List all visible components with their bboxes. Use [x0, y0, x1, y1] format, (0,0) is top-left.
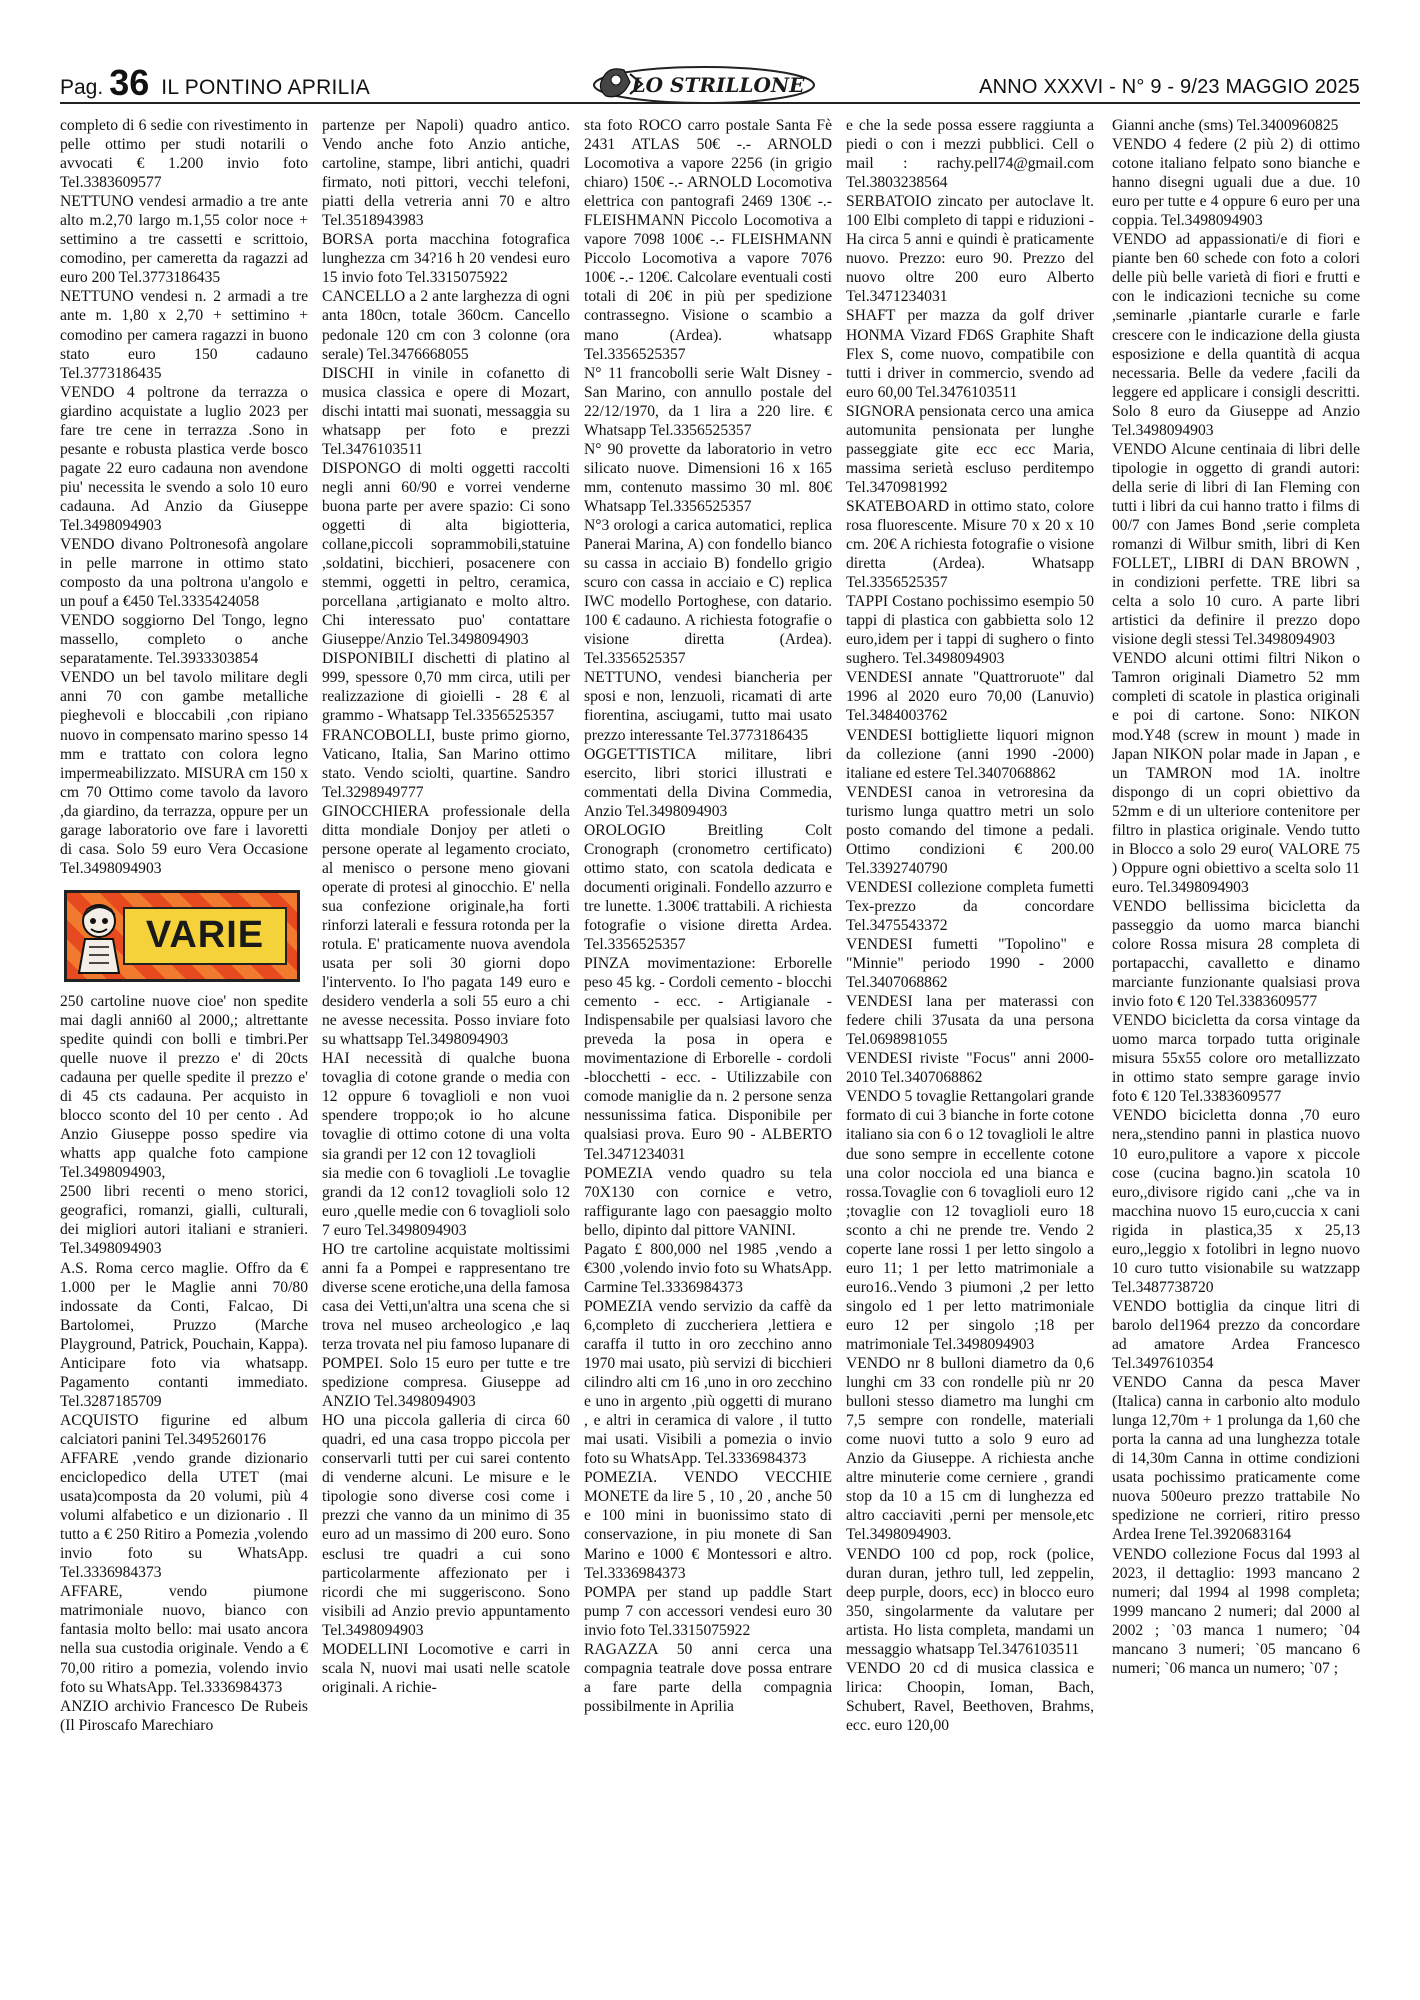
- column-2: [322, 116, 570, 1986]
- classified-ad: N° 11 francobolli serie Walt Disney - San Marino, con annullo postale del 22/12/1970, da 1 lira a 220 lire. € Whatsapp Tel.3356525357: [584, 364, 832, 439]
- page-label: Pag.: [60, 76, 104, 99]
- classified-ad: Gianni anche (sms) Tel.3400960825: [1112, 117, 1339, 134]
- classified-ad: VENDO Alcune centinaia di libri delle tipologie in oggetto di grandi autori: della serie di libri di Ian Fleming con tutti i libri da cui hanno tratto i films di 00/7 con James Bond ,serie completa romanzi di Wilbur smith, libri di Ken FOLLET,, LIBRI di DAN BROWN , in condizioni perfette. TRE libri sa celta a solo 10 curo. A parte libri artistici da definire il prezzo dopo visione degli stessi Tel.3498094903: [1112, 440, 1360, 649]
- classified-ad: DISPONIBILI dischetti di platino al 999, spessore 0,70 mm circa, utili per realizzazione di gioielli - 28 € al grammo - Whatsapp Tel.3356525357: [322, 650, 570, 725]
- classified-ad: RAGAZZA 50 anni cerca una compagnia teatrale dove possa entrare a fare parte della compagnia possibilmente in Aprilia: [584, 1640, 832, 1715]
- classified-ad: FRANCOBOLLI, buste primo giorno, Vaticano, Italia, San Marino ottimo stato. Vendo sciolti, quartine. Sandro Tel.3298949777: [322, 726, 570, 801]
- classified-ad: VENDO soggiorno Del Tongo, legno massello, completo o anche separatamente. Tel.3933303854: [60, 612, 308, 668]
- column-1-ads-top: [60, 116, 308, 878]
- classified-ad: NETTUNO, vendesi biancheria per sposi e non, lenzuoli, ricamati di arte fiorentina, asciugami, tutto mai usato prezzo interessante Tel.3773186435: [584, 669, 832, 744]
- issue-info: ANNO XXXVI - N° 9 - 9/23 MAGGIO 2025: [979, 76, 1360, 98]
- classified-ad: DISPONGO di molti oggetti raccolti negli anni 60/90 e vorrei venderne buona parte per avere spazio: Ci sono oggetti di alta bigiotteria, collane,piccoli soprammobili,statuine ,soldatini, bicchieri, posacenere con stemmi, oggetti in peltro, ceramica, porcellana ,artigianato e molto altro. Chi interessato puo' contattare Giuseppe/Anzio Tel.3498094903: [322, 459, 570, 649]
- column-3: [584, 116, 832, 1986]
- varie-section-title: VARIE: [145, 914, 265, 957]
- classified-ad: VENDO bellissima bicicletta da passeggio da uomo marca bianchi colore Rossa misura 28 completa di portapacchi, cavalletto e dinamo marciante funzionante qualsiasi prova invio foto € 120 Tel.3383609577: [1112, 897, 1360, 1011]
- classified-ad: NETTUNO vendesi n. 2 armadi a tre ante m. 1,80 x 2,70 + settimino + comodino per camera ragazzi in buono stato euro 150 cadauno Tel.3773186435: [60, 288, 308, 382]
- classified-ad: AFFARE ,vendo grande dizionario enciclopedico della UTET (mai usata)composta da 20 volumi, più 4 volumi alfabetico e un dizionario . Il tutto a € 250 Ritiro a Pomezia ,volendo invio foto su WhatsApp. Tel.3336984373: [60, 1450, 308, 1582]
- classified-ad: MODELLINI Locomotive e carri in scala N, nuovi mai usati nelle scatole originali. A richie-: [322, 1640, 570, 1696]
- strillone-logo-graphic: [590, 62, 818, 108]
- column-1-ads-bottom: [60, 992, 308, 1735]
- classified-ad: VENDESI collezione completa fumetti Tex-prezzo da concordare Tel.3475543372: [846, 878, 1094, 934]
- classified-ad: VENDESI canoa in vetroresina da turismo lunga quattro metri un solo posto comando del timone a pedali. Ottimo condizioni € 200.00 Tel.3392740790: [846, 783, 1094, 877]
- classified-ad: VENDO un bel tavolo militare degli anni 70 con gambe metalliche pieghevoli e bloccabili ,con ripiano nuovo in compensato marino spesso 14 mm e trattato con colora legno impermeabilizzato. MISURA cm 150 x cm 70 Ottimo come tavolo da lavoro ,da giardino, da terrazza, oppure per un garage laboratorio ove fare i lavoretti di casa. Solo 59 euro Vera Occasione Tel.3498094903: [60, 669, 308, 877]
- classified-ad: 250 cartoline nuove cioe' non spedite mai dagli anni60 al 2000,; altrettante spedite quindi con bolli e timbri.Per quelle nuove il prezzo e' di 20cts cadauna per quelle spedite il prezzo e' di 45 cts cadauna. Per acquisto in blocco sconto del 10 per cento . Ad Anzio Giuseppe posso spedire via whatts app qualche foto campione Tel.3498094903,: [60, 992, 308, 1182]
- classified-ad: VENDESI lana per materassi con federe chili 37usata da una persona Tel.0698981055: [846, 993, 1094, 1049]
- classified-ad: VENDO 5 tovaglie Rettangolari grande formato di cui 3 bianche in forte cotone italiano sia con 6 o 12 tovaglioli le altre due sono sempre in eccellente cotone una color nocciola ed una bianca e rossa.Tovaglie con 6 tovaglioli euro 12 ;tovaglie con 12 tovaglioli euro 18 sconto a chi ne prende tre. Vendo 2 coperte lane rossi 1 per letto singolo a euro 11; 1 per letto matrimoniale a euro16..Vendo 3 piumoni ,2 per letto singolo ed 1 per letto matrimoniale euro 12 per singolo ;18 per matrimoniale Tel.3498094903: [846, 1088, 1094, 1353]
- classified-ad: VENDESI bottigliette liquori mignon da collezione (anni 1990 -2000) italiane ed estere Tel.3407068862: [846, 726, 1094, 782]
- classified-ad: VENDO bottiglia da cinque litri di barolo del1964 prezzo da concordare ad amatore Ardea Francesco Tel.3497610354: [1112, 1297, 1360, 1373]
- classified-ad: OGGETTISTICA militare, libri esercito, libri storici illustrati e commentati della Divina Commedia, Anzio Tel.3498094903: [584, 745, 832, 820]
- classified-ad: sta foto ROCO carro postale Santa Fè 2431 ATLAS 50€ -.- ARNOLD Locomotiva a vapore 2256 (in grigio chiaro) 150€ -.- ARNOLD Locomotiva elettrica con pantografi 2469 130€ -.- FLEISHMANN Piccolo Locomotiva a vapore 7098 100€ -.- FLEISHMANN Piccolo Locomotiva a vapore 7076 100€ -.- 120€. Calcolare eventuali costi totali di 20€ in più per spedizione contrassegno. Visione o scambio a mano (Ardea). whatsapp Tel.3356525357: [584, 117, 832, 363]
- classified-ad: A.S. Roma cerco maglie. Offro da € 1.000 per le Maglie anni 70/80 indossate da Conti, Falcao, Di Bartolomei, Pruzzo (Marche Playground, Patrick, Pouchain, Kappa). Anticipare foto via whatsapp. Pagamento contanti immediato. Tel.3287185709: [60, 1259, 308, 1410]
- classified-ad: SIGNORA pensionata cerco una amica automunita pensionata per lunghe passeggiate gite ecc ecc Maria, massima serietà escluso perditempo Tel.3470981992: [846, 402, 1094, 496]
- classified-ad: NETTUNO vendesi armadio a tre ante alto m.2,70 largo m.1,55 color noce + settimino a tre cassetti e scrittoio, comodino, per cameretta da ragazzi ad euro 200 Tel.3773186435: [60, 193, 308, 287]
- classified-ad: VENDO 100 cd pop, rock (police, duran duran, jethro tull, led zeppelin, deep purple, doors, ecc) in blocco euro 350, singolarmente da valutare per artista. Ho lista completa, mandami un messaggio whatsapp Tel.3476103511: [846, 1545, 1094, 1658]
- classified-ad: VENDO collezione Focus dal 1993 al 2023, il dettaglio: 1993 mancano 2 numeri; dal 1994 al 1998 completa; 1999 mancano 2 numeri; dal 2000 al 2002 ; `03 manca 1 numero; `04 mancano 3 numeri; `05 mancano 6 numeri; `06 manca un numero; `07 ;: [1112, 1545, 1360, 1677]
- classified-ad: e che la sede possa essere raggiunta a piedi o con i mezzi pubblici. Cell o mail : rachy.pell74@gmail.com Tel.3803238564: [846, 117, 1094, 192]
- classified-ad: VENDO 4 federe (2 più 2) di ottimo cotone italiano felpato sono bianche e hanno disegni uguali due a due. 10 euro per tutte e 4 oppure 6 euro per una coppia. Tel.3498094903: [1112, 136, 1360, 230]
- classified-ad: GINOCCHIERA professionale della ditta mondiale Donjoy per atleti o persone operate al legamento crociato, al menisco o persone meno giovani operate di protesi al ginocchio. E' nella sua confezione originale,ha forti rinforzi laterali e fessura rotonda per la rotula. E' praticamente nuova avendola usata per soli 30 giorni dopo l'intervento. Io l'ho pagata 149 euro e desidero venderla a soli 55 euro a chi ne avesse necessita. Posso inviare foto su whattsapp Tel.3498094903: [322, 802, 570, 1049]
- classified-ad: OROLOGIO Breitling Colt Cronograph (cronometro certificato) ottimo stato, con scatola dedicata e documenti originali. Fondello azzurro e tre lunette. 1.300€ trattabili. A richiesta fotografie o visione diretta Ardea. Tel.3356525357: [584, 821, 832, 954]
- classified-ad: N° 90 provette da laboratorio in vetro silicato nuove. Dimensioni 16 x 165 mm, contenuto massimo 30 ml. 80€ Whatsapp Tel.3356525357: [584, 440, 832, 515]
- classified-ad: HAI necessità di qualche buona tovaglia di cotone grande o media con 12 oppure 6 tovaglioli e non vuoi spendere troppo;ok io ho alcune tovaglie di ottimo cotone di una volta sia grandi per 12 con 12 tovaglioli: [322, 1050, 570, 1163]
- classified-ad: VENDO bicicletta donna ,70 euro nera,,stendino panni in plastica nuovo 10 euro,pulitore a vapore x piccole cose (cucina bagno.)in scatola 10 euro,,divisore rigido cani ,,che va in macchina nuovo 15 euro,cuccia x cani rigida in plastica,35 x 25,13 euro,,leggio x fotolibri in legno nuovo 10 curo tutto visionabile su watzzapp Tel.3487738720: [1112, 1107, 1360, 1296]
- classified-ad: ANZIO archivio Francesco De Rubeis (Il Piroscafo Marechiaro: [60, 1697, 308, 1734]
- logo-text: LO STRILLONE: [631, 73, 805, 97]
- publication-name: IL PONTINO APRILIA: [161, 76, 371, 99]
- classified-ad: VENDESI fumetti "Topolino" e "Minnie" periodo 1990 - 2000 Tel.3407068862: [846, 936, 1094, 992]
- classified-ad: VENDESI riviste "Focus" anni 2000-2010 Tel.3407068862: [846, 1050, 1094, 1087]
- classified-ad: BORSA porta macchina fotografica lunghezza cm 34?16 h 20 vendesi euro 15 invio foto Tel.3315075922: [322, 231, 570, 287]
- classified-ad: VENDO divano Poltronesofà angolare in pelle marrone in ottimo stato composto da una poltrona u'angolo e un pouf a €450 Tel.3335424058: [60, 536, 308, 611]
- classified-ad: DISCHI in vinile in cofanetto di musica classica e opere di Mozart, dischi intatti mai suonati, messaggia su whatsapp per foto e prezzi Tel.3476103511: [322, 364, 570, 458]
- classified-ad: partenze per Napoli) quadro antico. Vendo anche foto Anzio antiche, cartoline, stampe, libri antichi, quadri firmato, noti pittori, vecchi telefoni, piatti della vetreria anni 70 e altro Tel.3518943983: [322, 117, 570, 230]
- varie-label-box: [123, 907, 287, 965]
- classified-ad: N°3 orologi a carica automatici, replica Panerai Marina, A) con fondello bianco su cassa in acciaio B) fondello grigio scuro con cassa in acciaio e C) replica IWC modello Portoghese, con datario. 100 € cadauno. A richiesta fotografie o visione diretta (Ardea). Tel.3356525357: [584, 516, 832, 668]
- classified-ad: completo di 6 sedie con rivestimento in pelle ottimo per studi notarili o avvocati € 1.200 invio foto Tel.3383609577: [60, 117, 308, 192]
- varie-section-banner: [64, 890, 300, 982]
- classified-ad: POMEZIA vendo servizio da caffè da 6,completo di zuccheriera ,lettiera e caraffa il tutto in oro zecchino anno 1970 mai usato, più servizi di bicchieri cilindro alti cm 16 ,uno in oro zecchino e uno in argento ,più oggetti di murano , e altri in ceramica di valore , il tutto mai usati. Visibili a pomezia o invio foto su WhatsApp. Tel.3336984373: [584, 1297, 832, 1468]
- classified-ad: SERBATOIO zincato per autoclave lt. 100 Elbi completo di tappi e riduzioni - Ha circa 5 anni e quindi è praticamente nuovo. Prezzo: euro 90. Prezzo del nuovo oltre 200 euro Alberto Tel.3471234031: [846, 193, 1094, 306]
- classified-ad: VENDO alcuni ottimi filtri Nikon o Tamron originali Diametro 52 mm completi di scatole in plastica originali e poi di cartone. Sono: NIKON mod.Y48 (screw in mount ) made in Japan NIKON polar made in Japan , e un TAMRON mod 1A. inoltre dispongo di un copri obiettivo da 52mm e di un ulteriore contenitore per filtro in plastica originale. Vendo tutto in Blocco a solo 29 euro( VALORE 75 ) Oppure ogni obiettivo a scelta solo 11 euro. Tel.3498094903: [1112, 650, 1360, 896]
- page-number: 36: [109, 62, 150, 103]
- classified-ad: CANCELLO a 2 ante larghezza di ogni anta 180cn, totale 360cm. Cancello pedonale 120 cm con 3 colonne (ora serale) Tel.3476668055: [322, 288, 570, 363]
- classified-ad: 2500 libri recenti o meno storici, geografici, romanzi, gialli, culturali, dei migliori autori italiani e stranieri. Tel.3498094903: [60, 1183, 308, 1258]
- classified-ad: POMPA per stand up paddle Start pump 7 con accessori vendesi euro 30 invio foto Tel.3315075922: [584, 1583, 832, 1639]
- classified-ad: VENDO bicicletta da corsa vintage da uomo marca torpado tutta originale misura 55x55 colore oro metallizzato in ottimo stato sempre garage invio foto € 120 Tel.3383609577: [1112, 1012, 1360, 1106]
- classified-ad: PINZA movimentazione: Erborelle peso 45 kg. - Cordoli cemento - blocchi cemento - ecc. - Artigianale - Indispensabile per qualsiasi lavoro che preveda la posa in opera e movimentazione di Erborelle - cordoli -blocchetti - ecc. - Utilizzabile con comode maniglie da n. 2 persone senza nessunissima fatica. Disponibile per qualsiasi prova. Euro 90 - ALBERTO Tel.3471234031: [584, 955, 832, 1163]
- classified-ad: sia medie con 6 tovaglioli .Le tovaglie grandi da 12 con12 tovaglioli solo 12 euro ,quelle medie con 6 tovaglioli solo 7 euro Tel.3498094903: [322, 1164, 570, 1239]
- classified-ad: VENDESI annate "Quattroruote" dal 1996 al 2020 euro 70,00 (Lanuvio) Tel.3484003762: [846, 669, 1094, 725]
- classified-ad: VENDO 20 cd di musica classica e lirica: Choopin, Ioman, Bach, Schubert, Ravel, Beethoven, Brahms, ecc. euro 120,00: [846, 1659, 1094, 1734]
- classified-ad: AFFARE, vendo piumone matrimoniale nuovo, bianco con fantasia molto bello: mai usato ancora nella sua custodia originale. Vendo a € 70,00 ritiro a pomezia, volendo invio foto su WhatsApp. Tel.3336984373: [60, 1583, 308, 1696]
- strillone-logo: [590, 62, 818, 108]
- mascot-icon: [71, 899, 129, 977]
- classified-ad: SKATEBOARD in ottimo stato, colore rosa fluorescente. Misure 70 x 20 x 10 cm. 20€ A richiesta fotografie o visione diretta (Ardea). Whatsapp Tel.3356525357: [846, 497, 1094, 592]
- classified-ad: HO tre cartoline acquistate moltissimi anni fa a Pompei e rappresentano tre diverse scene erotiche,una della famosa casa dei Vetti,un'altra una scena che si trova nel museo archeologico ,e laq terza trovata nel piu famoso lupanare di POMPEI. Solo 15 euro per tutte e tre spedizione compresa. Giuseppe ad ANZIO Tel.3498094903: [322, 1240, 570, 1411]
- classified-ad: ACQUISTO figurine ed album calciatori panini Tel.3495260176: [60, 1411, 308, 1448]
- classified-ad: POMEZIA vendo quadro su tela 70X130 con cornice e vetro, raffigurante lago con paesaggio molto bello, dipinto dal pittore VANINI.: [584, 1164, 832, 1239]
- classified-ad: HO una piccola galleria di circa 60 quadri, ed una casa troppo piccola per conservarli tutti per cui sarei contento di venderne alcuni. Le misure e le tipologie sono diverse cosi come i prezzi che vanno da un minimo di 35 euro ad un massimo di 200 euro. Sono esclusi tre quadri a cui sono particolarmente affezionato per i ricordi che mi suggeriscono. Sono visibili ad Anzio previo appuntamento Tel.3498094903: [322, 1412, 570, 1639]
- classified-ad: VENDO nr 8 bulloni diametro da 0,6 lunghi cm 33 con rondelle più nr 20 bulloni stesso diametro ma lunghi cm 7,5 sempre con rondelle, materiali come nuovi tutto a solo 9 euro ad Anzio da Giuseppe. A richiesta anche altre minuterie come cerniere , grandi stop da 10 a 15 cm di lunghezza ed altro cacciaviti ,perni per mensole,etc Tel.3498094903.: [846, 1355, 1094, 1544]
- classified-ad: VENDO Canna da pesca Maver (Italica) canna in carbonio alto modulo lunga 12,70m + 1 prolunga da 1,60 che porta la canna ad una lunghezza totale di 14,30m Canna in ottime condizioni usata pochissimo praticamente come nuova 500euro prezzo trattabile No spedizione ne corrieri, ritiro presso Ardea Irene Tel.3920683164: [1112, 1374, 1360, 1544]
- column-5: [1112, 116, 1360, 1986]
- classified-ad: VENDO 4 poltrone da terrazza o giardino acquistate a luglio 2023 per fare tre cene in terrazza .Sono in pesante e robusta plastica verde bosco pagate 22 euro cadauna non avendone piu' necessita le svendo a solo 10 euro cadauna. Ad Anzio da Giuseppe Tel.3498094903: [60, 383, 308, 534]
- classified-ad: POMEZIA. VENDO VECCHIE MONETE da lire 5 , 10 , 20 , anche 50 e 100 mini in buonissimo stato di conservazione, in piu monete di San Marino e 1000 € Montessori e altro. Tel.3336984373: [584, 1469, 832, 1582]
- classified-ad: SHAFT per mazza da golf driver HONMA Vizard FD6S Graphite Shaft Flex S, come nuovo, compatibile con tutti i driver in commercio, svendo ad euro 60,00 Tel.3476103511: [846, 307, 1094, 401]
- column-1: [60, 116, 308, 1986]
- classified-ad: Pagato £ 800,000 nel 1985 ,vendo a €300 ,volendo invio foto su WhatsApp. Carmine Tel.3336984373: [584, 1240, 832, 1296]
- column-4: [846, 116, 1094, 1986]
- classified-ad: TAPPI Costano pochissimo esempio 50 tappi di plastica con gabbietta solo 12 euro,idem per i tappi di sughero o finto sughero. Tel.3498094903: [846, 593, 1094, 668]
- classified-ad: VENDO ad appassionati/e di fiori e piante ben 60 schede con foto a colori delle più belle varietà di fiori e frutti e con le indicazioni tecniche su come ,seminarle ,piantarle curarle e farle crescere con le indicazione della giusta esposizione e della quantità di acqua necessaria. Belle da vedere ,facili da leggere ed applicare i consigli descritti. Solo 8 euro da Giuseppe ad Anzio Tel.3498094903: [1112, 231, 1360, 439]
- header-left: [60, 60, 370, 104]
